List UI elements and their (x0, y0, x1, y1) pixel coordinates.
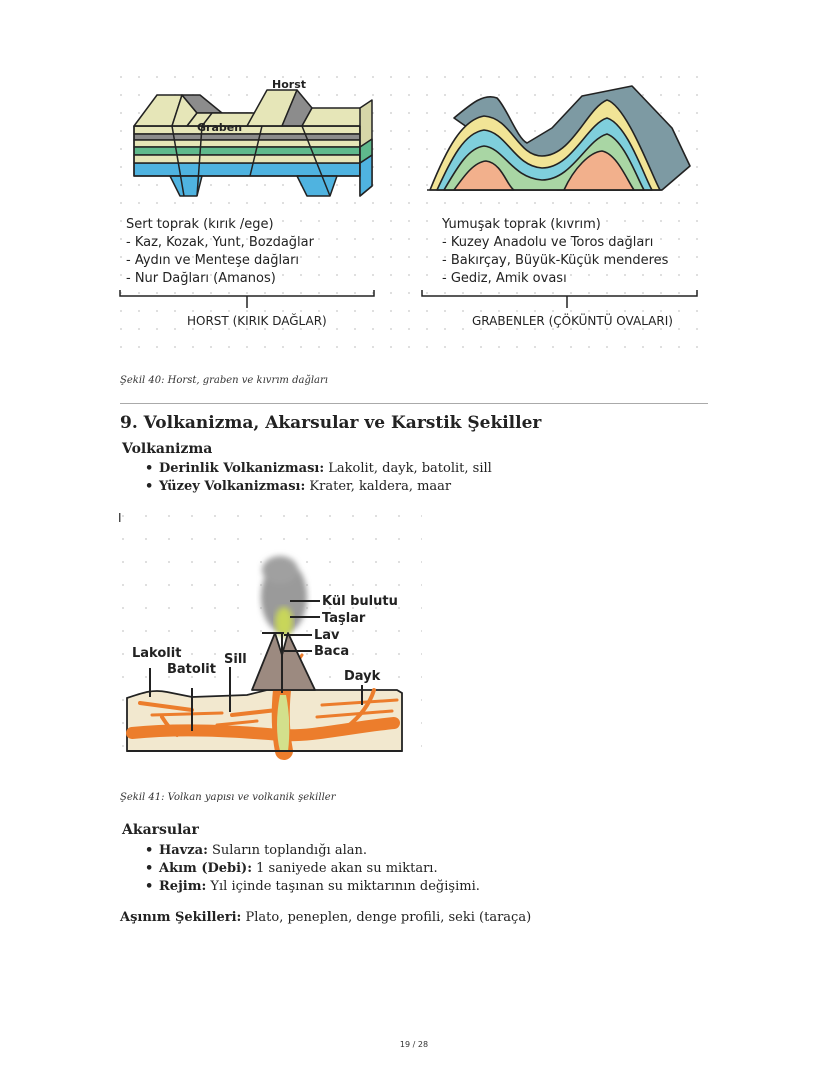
svg-text:- Aydın ve Menteşe dağları: - Aydın ve Menteşe dağları (126, 253, 300, 268)
svg-text:- Bakırçay, Büyük-Küçük mender: - Bakırçay, Büyük-Küçük menderes (442, 253, 669, 268)
section-title: 9. Volkanizma, Akarsular ve Karstik Şekiller (120, 413, 542, 433)
list-item: • Akım (Debi): 1 saniyede akan su miktarı. (145, 860, 480, 878)
figure-40-caption: Şekil 40: Horst, graben ve kıvrım dağları (120, 375, 328, 386)
figure-marker: I (118, 511, 122, 525)
akarsular-list (145, 842, 480, 896)
label-baca: Baca (314, 644, 350, 659)
ground-cross-section-icon (127, 690, 402, 751)
svg-text:- Nur Dağları (Amanos): - Nur Dağları (Amanos) (126, 271, 276, 286)
figure-41-caption: Şekil 41: Volkan yapısı ve volkanik şekiller (120, 792, 336, 803)
label-lav: Lav (314, 628, 340, 643)
figure-41-volcano (112, 505, 422, 765)
label-sill: Sill (224, 652, 247, 667)
asinim-paragraph (120, 910, 531, 925)
volkanizma-list (145, 460, 492, 496)
list-item: • Derinlik Volkanizması: Lakolit, dayk, batolit, sill (145, 460, 492, 478)
volkanizma-heading: Volkanizma (122, 441, 213, 457)
page-number: 19 / 28 (399, 1040, 429, 1049)
akarsular-heading: Akarsular (122, 822, 199, 838)
svg-text:- Gediz, Amik ovası: - Gediz, Amik ovası (442, 271, 567, 286)
svg-text:Yumuşak toprak (kıvrım): Yumuşak toprak (kıvrım) (442, 217, 601, 232)
svg-text:- Kaz, Kozak, Yunt, Bozdağlar: - Kaz, Kozak, Yunt, Bozdağlar (126, 235, 314, 250)
label-lakolit: Lakolit (132, 646, 182, 661)
label-dayk: Dayk (344, 669, 381, 684)
label-kul-bulutu: Kül bulutu (322, 594, 398, 609)
label-graben: Graben (197, 121, 243, 134)
label-horst: Horst (272, 78, 306, 91)
label-taslar: Taşlar (322, 611, 366, 626)
section-divider (120, 403, 708, 404)
label-batolit: Batolit (167, 662, 216, 677)
svg-text:- Kuzey Anadolu ve Toros dağla: - Kuzey Anadolu ve Toros dağları (442, 235, 654, 250)
figure-40-horst-graben-fold (112, 68, 712, 348)
svg-text:Sert toprak (kırık /ege): Sert toprak (kırık /ege) (126, 217, 274, 232)
asinim-text: Plato, peneplen, denge profili, seki (taraça) (241, 910, 532, 925)
asinim-term: Aşınım Şekilleri: (120, 910, 242, 925)
list-item: • Havza: Suların toplandığı alan. (145, 842, 480, 860)
list-item: • Yüzey Volkanizması: Krater, kaldera, maar (145, 478, 492, 496)
list-item: • Rejim: Yıl içinde taşınan su miktarının değişimi. (145, 878, 480, 896)
horst-bracket-label: HORST (KIRIK DAĞLAR) (187, 314, 327, 328)
graben-bracket-label: GRABENLER (ÇÖKÜNTÜ OVALARI) (472, 314, 673, 328)
